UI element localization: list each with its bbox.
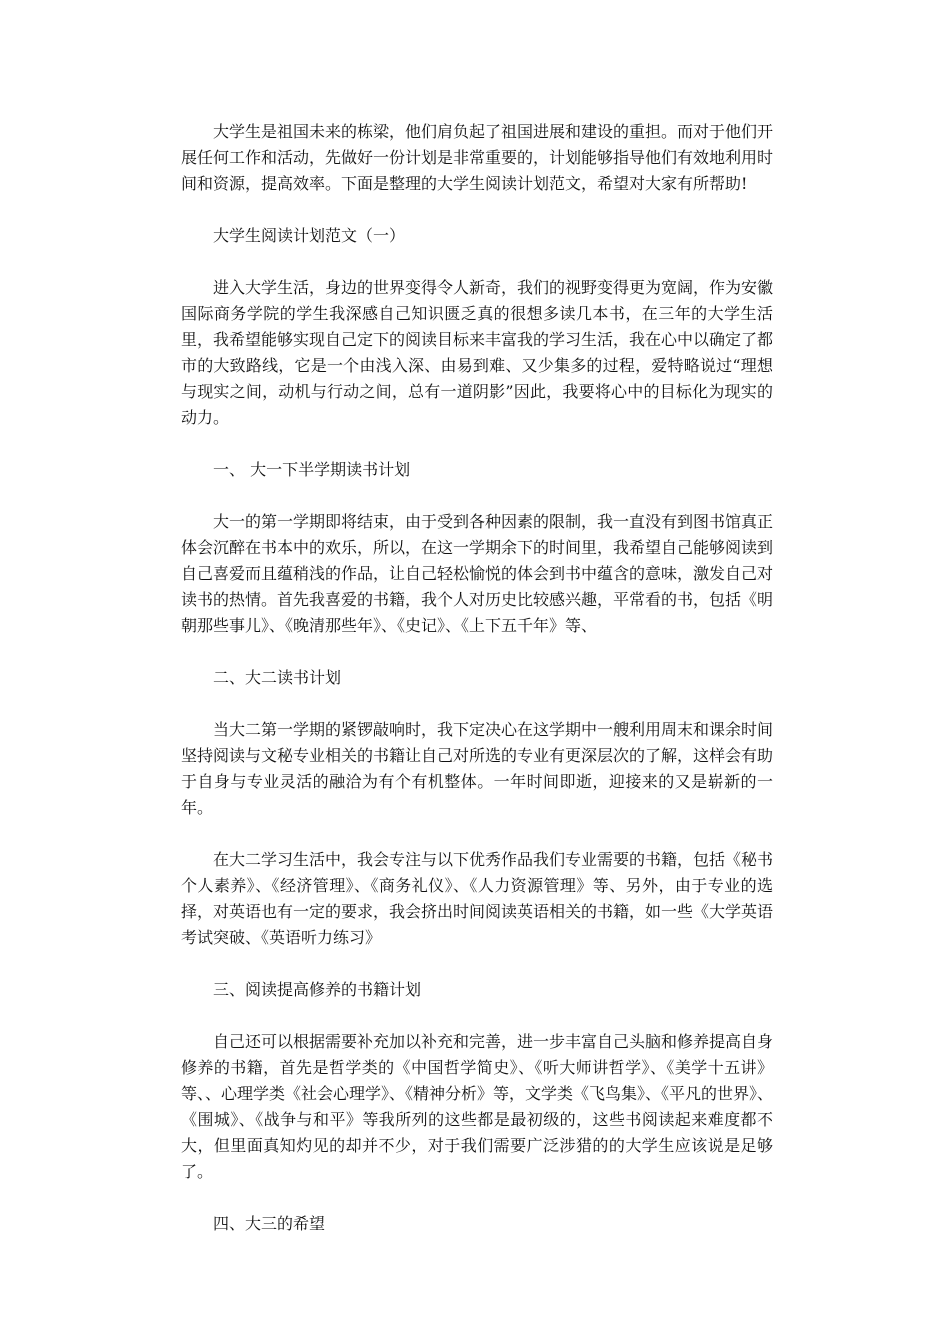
section-3-heading: 三、阅读提高修养的书籍计划 [213,980,422,999]
section-4-heading: 四、大三的希望 [213,1214,326,1233]
intro-paragraph: 大学生是祖国未来的栋梁，他们肩负起了祖国进展和建设的重担。而对于他们开展任何工作和活动，先做好一份计划是非常重要的，计划能够指导他们有效地利用时间和资源，提高效率。下面是整理的大学生阅读计划范文，希望对大家有所帮助! [181,122,774,193]
section-1-heading: 一、 大一下半学期读书计划 [213,460,411,479]
section-3-paragraph: 自己还可以根据需要补充加以补充和完善，进一步丰富自己头脑和修养提高自身修养的书籍，首先是哲学类的《中国哲学简史》、《听大师讲哲学》、《美学十五讲》等、、心理学类《社会心理学》、《精神分析》等，文学类《飞鸟集》、《平凡的世界》、《围城》、《战争与和平》等我所列的这些都是最初级的，这些书阅读起来难度都不大，但里面真知灼见的却并不少，对于我们需要广泛涉猎的的大学生应该说是足够了。 [181,1032,774,1181]
document-body [181,119,773,1263]
opening-paragraph: 进入大学生活，身边的世界变得令人新奇，我们的视野变得更为宽阔，作为安徽国际商务学院的学生我深感自己知识匮乏真的很想多读几本书，在三年的大学生活里，我希望能够实现自己定下的阅读目标来丰富我的学习生活，我在心中以确定了都市的大致路线，它是一个由浅入深、由易到难、又少集多的过程，爱特略说过“理想与现实之间，动机与行动之间，总有一道阴影”因此，我要将心中的目标化为现实的动力。 [181,278,774,427]
section-2-paragraph-2: 在大二学习生活中，我会专注与以下优秀作品我们专业需要的书籍，包括《秘书个人素养》、《经济管理》、《商务礼仪》、《人力资源管理》等、另外，由于专业的选择，对英语也有一定的要求，我会挤出时间阅读英语相关的书籍，如一些《大学英语考试突破、《英语听力练习》 [181,850,774,947]
section-2-heading: 二、大二读书计划 [213,668,342,687]
section-1-paragraph: 大一的第一学期即将结束，由于受到各种因素的限制，我一直没有到图书馆真正体会沉醉在书本中的欢乐，所以，在这一学期余下的时间里，我希望自己能够阅读到自己喜爱而且蕴稍浅的作品，让自己轻松愉悦的体会到书中蕴含的意味，激发自己对读书的热情。首先我喜爱的书籍，我个人对历史比较感兴趣，平常看的书，包括《明朝那些事儿》、《晚清那些年》、《史记》、《上下五千年》等、 [181,512,774,635]
document-title: 大学生阅读计划范文（一） [213,226,406,245]
section-2-paragraph-1: 当大二第一学期的紧锣敲响时，我下定决心在这学期中一艘利用周末和课余时间坚持阅读与文秘专业相关的书籍让自己对所选的专业有更深层次的了解，这样会有助于自身与专业灵活的融洽为有个有机整体。一年时间即逝，迎接来的又是崭新的一年。 [181,720,774,817]
